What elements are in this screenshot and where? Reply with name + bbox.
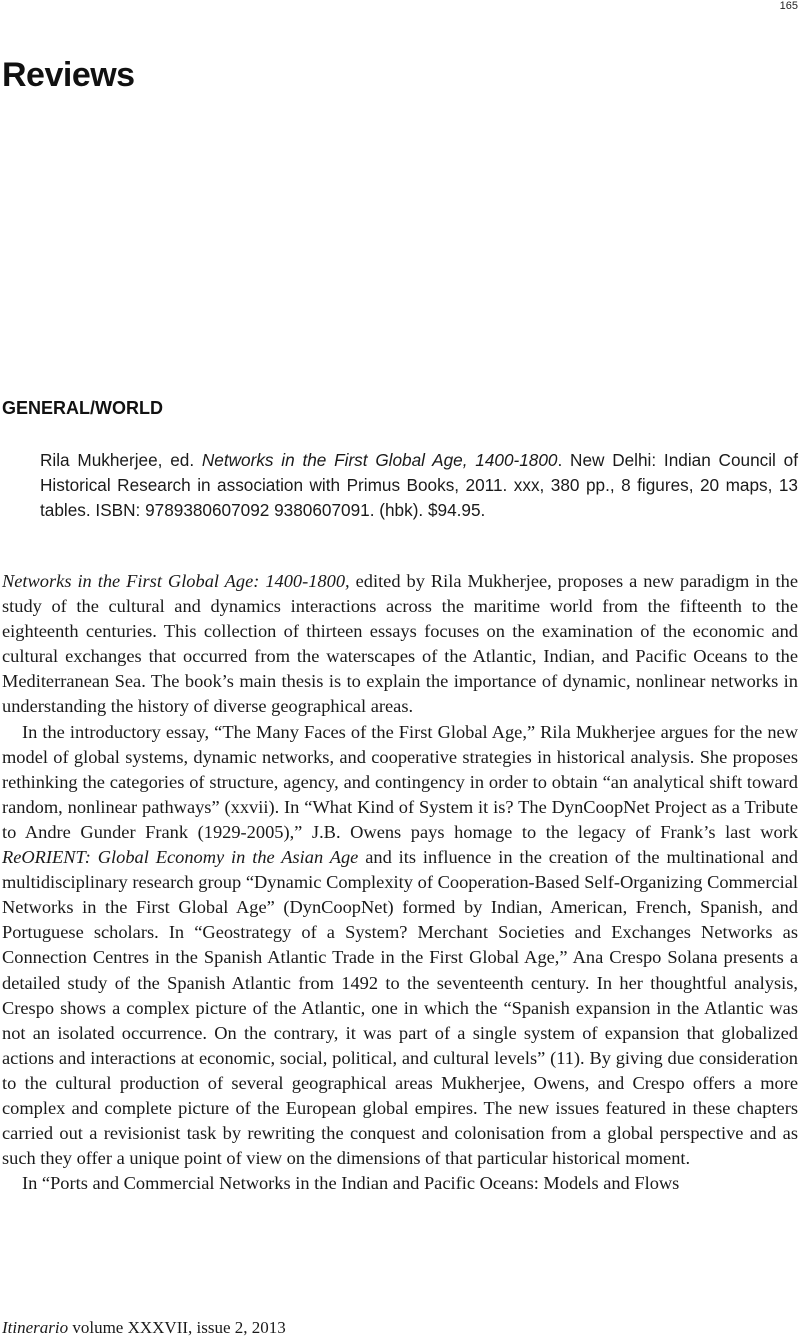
journal-name: Itinerario [2,1318,69,1337]
review-body [2,569,798,1196]
citation-author: Rila Mukherjee, ed. [40,450,202,470]
review-paragraph-2-text-b: and its influence in the creation of the multinational and multidisciplinary research group “Dynamic Complexity of Cooperation-Based Self-Organizing Commercial Networks in the First Global Age” (DynCoopNet) formed by Indian, American, French, Spanish, and Portuguese scholars. In “Geostrategy of a System? Merchant Societies and Exchanges Networks as Connection Centres in the Spanish Atlantic Trade in the First Global Age,” Ana Crespo Solana presents a detailed study of the Spanish Atlantic from 1492 to the seventeenth century. In her thoughtful analysis, Crespo shows a complex picture of the Atlantic, one in which the “Spanish expansion in the Atlantic was not an isolated occurrence. On the contrary, it was part of a single system of expansion that globalized actions and interactions at economic, social, political, and cultural levels” (11). By giving due consideration to the cultural production of several geographical areas Mukherjee, Owens, and Crespo offers a more complex and complete picture of the European global empires. The new issues featured in these chapters carried out a revisionist task by rewriting the conquest and colonisation from a global perspective and as such they offer a unique point of view on the dimensions of that particular historical moment. [2,847,798,1169]
review-paragraph-3: In “Ports and Commercial Networks in the Indian and Pacific Oceans: Models and Flows [22,1173,680,1194]
page-title: Reviews [2,56,135,94]
reorient-title: ReORIENT: Global Economy in the Asian Age [2,847,359,868]
book-citation [40,448,798,523]
journal-footer [2,1318,286,1338]
citation-details: . New Delhi: Indian Council of Historical Research in association with Primus Books, 2011. xxx, 380 pp., 8 figures, 20 maps, 13 tables. ISBN: 9789380607092 9380607091. (hbk). $94.95. [40,450,798,520]
journal-issue: volume XXXVII, issue 2, 2013 [68,1318,286,1337]
section-heading: GENERAL/WORLD [2,398,163,418]
review-book-title: Networks in the First Global Age: 1400-1800, [2,571,350,591]
citation-book-title: Networks in the First Global Age, 1400-1800 [201,450,558,470]
review-paragraph-2 [2,720,798,1172]
review-paragraph-1 [2,569,798,720]
page-number: 165 [779,0,798,12]
review-paragraph-1-text: edited by Rila Mukherjee, proposes a new paradigm in the study of the cultural and dynamics interactions across the maritime world from the fifteenth to the eighteenth centuries. This collection of thirteen essays focuses on the examination of the economic and cultural exchanges that occurred from the waterscapes of the Atlantic, Indian, and Pacific Oceans to the Mediterranean Sea. The book’s main thesis is to explain the importance of dynamic, nonlinear networks in understanding the history of diverse geographical areas. [2,571,798,717]
review-paragraph-2-text-a: In the introductory essay, “The Many Faces of the First Global Age,” Rila Mukherjee argues for the new model of global systems, dynamic networks, and cooperative strategies in historical analysis. She proposes rethinking the categories of structure, agency, and contingency in order to obtain “an analytical shift toward random, nonlinear pathways” (xxvii). In “What Kind of System it is? The DynCoopNet Project as a Tribute to Andre Gunder Frank (1929-2005),” J.B. Owens pays homage to the legacy of Frank’s last work [2,721,798,842]
